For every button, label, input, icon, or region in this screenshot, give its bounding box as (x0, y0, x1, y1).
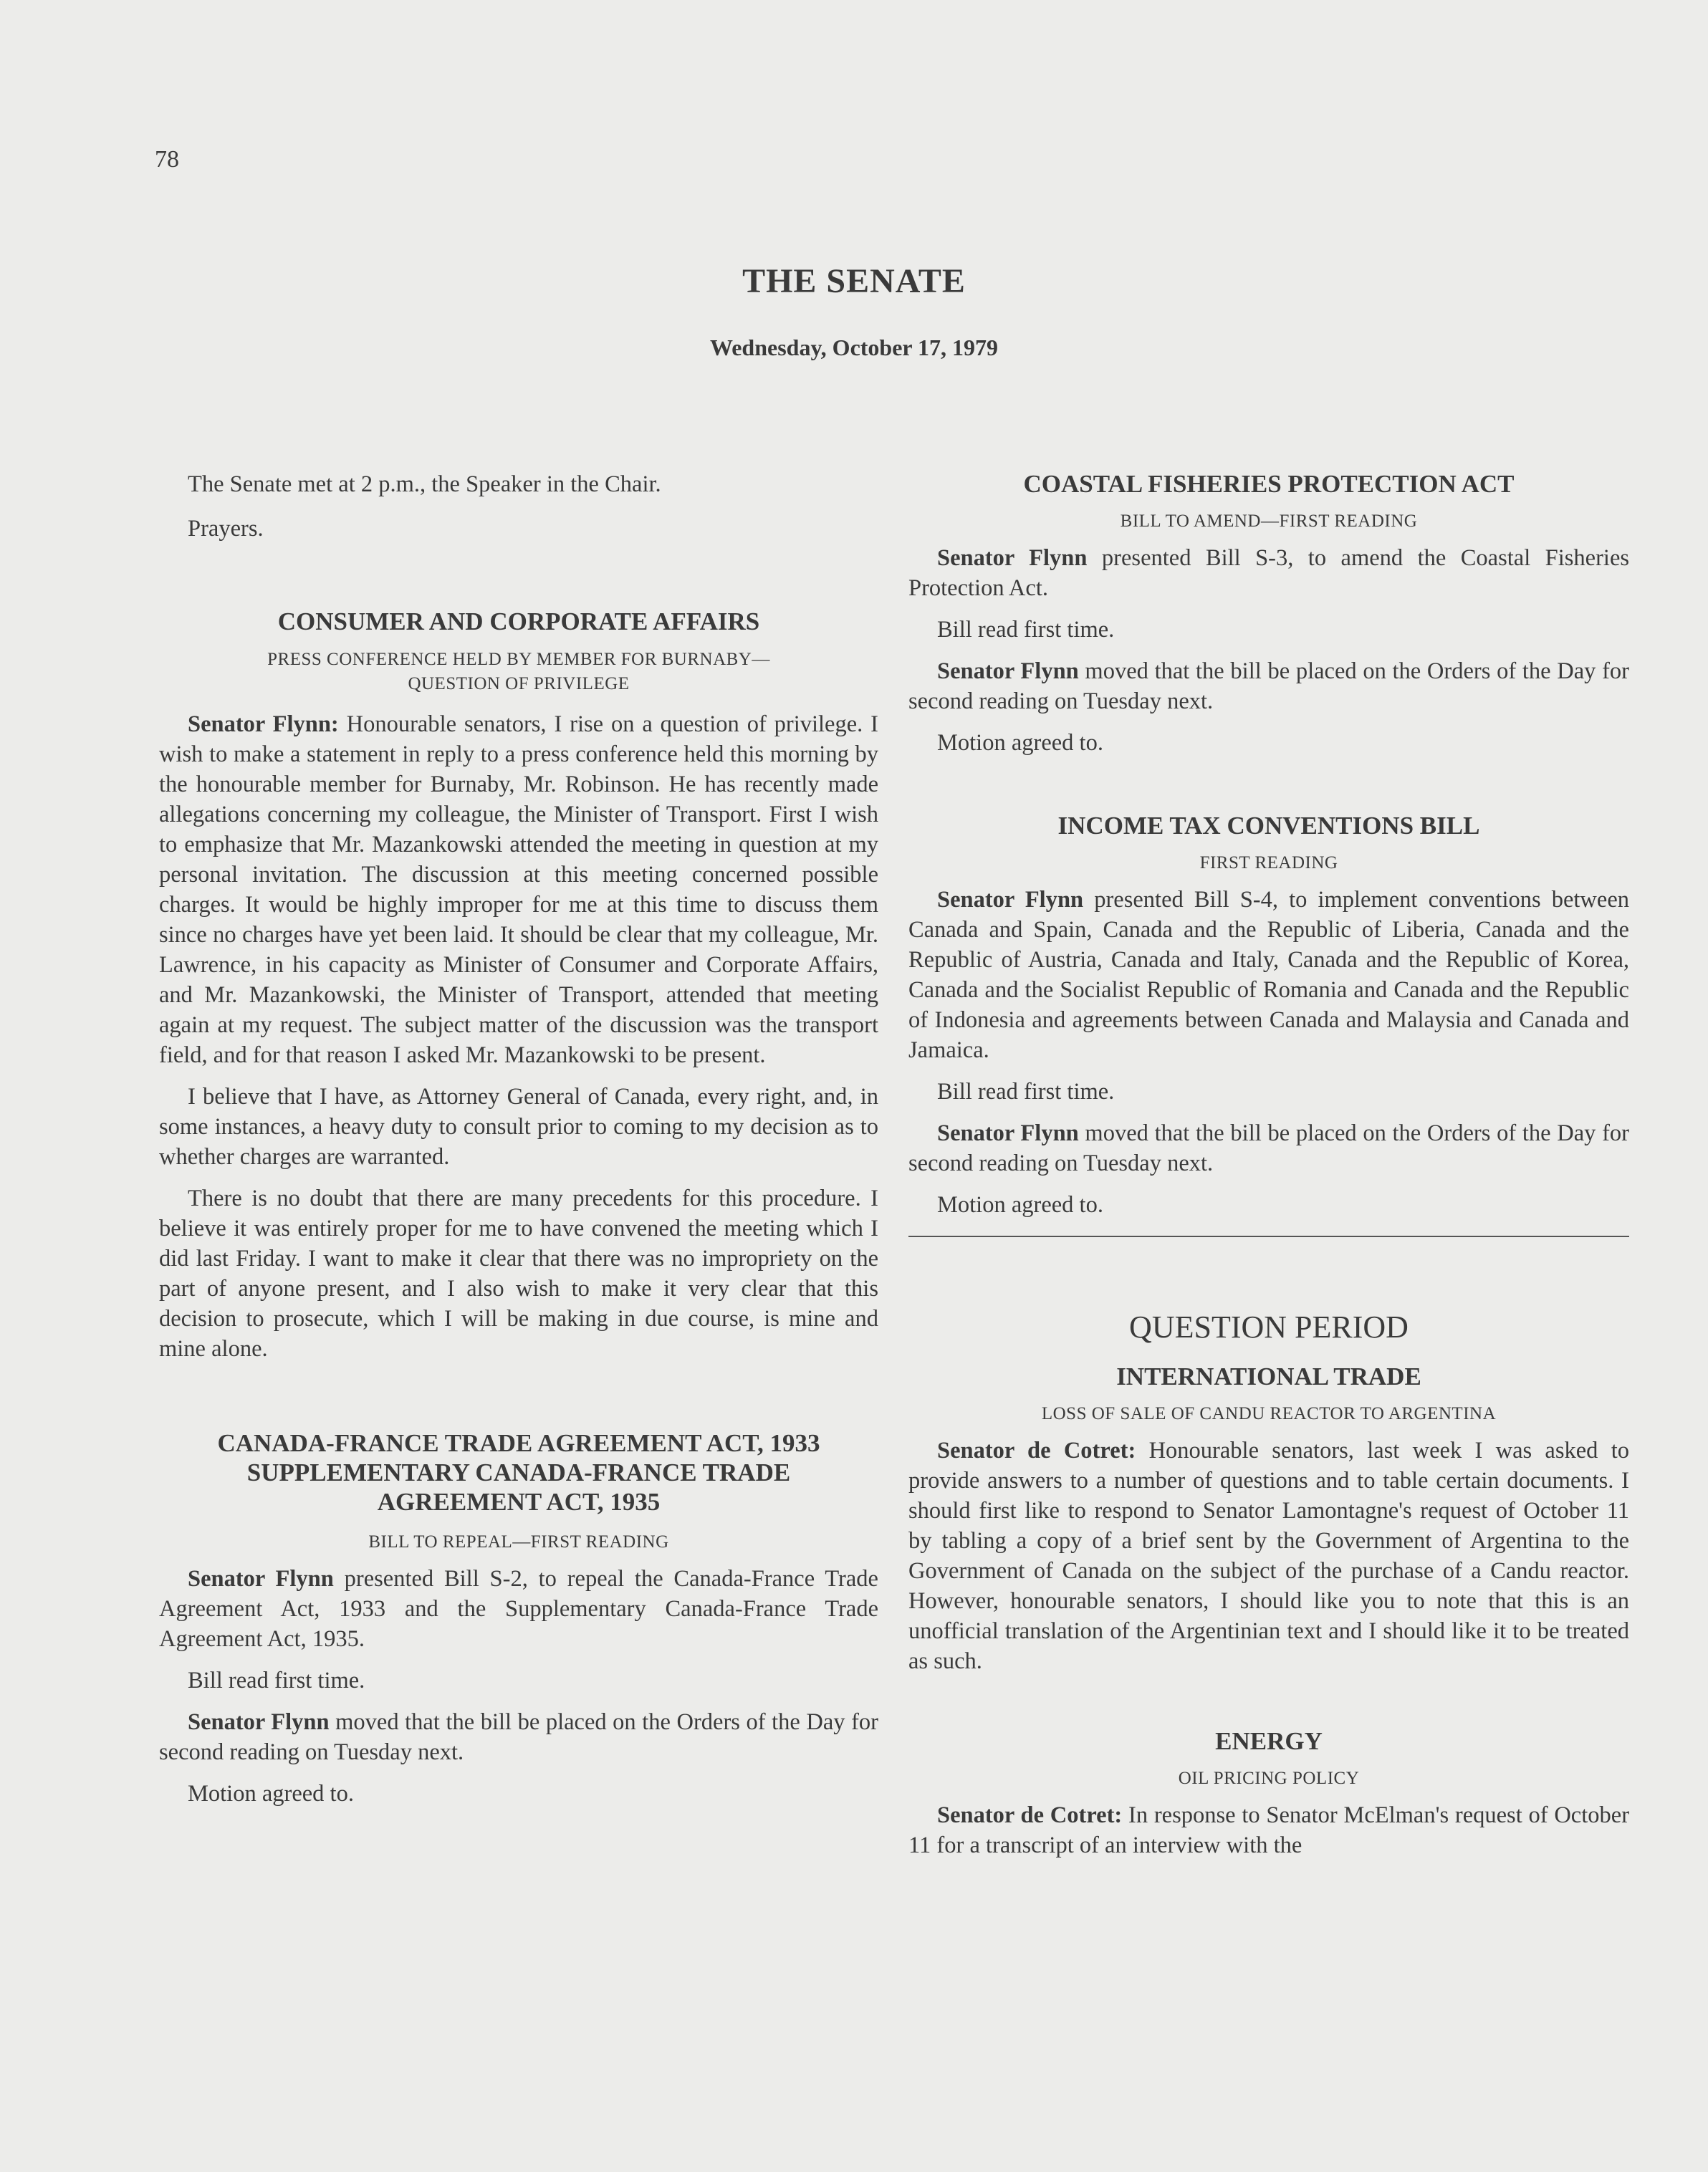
speech-paragraph: There is no doubt that there are many precedents for this procedure. I believe it was entirely proper for me to have convened the meeting which I did last Friday. I want to make it clear that there was no impropriety on the part of anyone present, and I also wish to make it very clear that this decision to prosecute, which I will be making in due course, is mine and mine alone. (159, 1186, 878, 1362)
section-subheading (159, 648, 878, 696)
speech-text: moved that the bill be placed on the Orders of the Day for second reading on Tuesday next. (908, 1120, 1629, 1176)
speech-text: Honourable senators, last week I was asked to provide answers to a number of questions and to table certain documents. I should first like to respond to Senator Lamontagne's request of October 11 by tabling a copy of a brief sent by the Government of Argentina to the Government of Canada on the subject of the purchase of a Candu reactor. However, honourable senators, I should like you to note that this is an unofficial translation of the Argentinian text and I should like it to be treated as such. (908, 1438, 1630, 1674)
speech-paragraph: Bill read first time. (937, 1079, 1115, 1105)
subheading-line: QUESTION OF PRIVILEGE (408, 674, 630, 693)
speech-paragraph (159, 709, 878, 1070)
speech-paragraph: Bill read first time. (188, 1668, 365, 1693)
speech-text: presented Bill S-2, to repeal the Canada-France Trade Agreement Act, 1933 and the Supplementary Canada-France Trade Agreement Act, 1935. (159, 1566, 878, 1652)
speaker-name: Senator Flynn (937, 658, 1079, 684)
section-heading (159, 1428, 878, 1517)
section-subheading: LOSS OF SALE OF CANDU REACTOR TO ARGENTINA (1041, 1404, 1497, 1423)
intro-paragraph: Prayers. (188, 516, 264, 542)
speaker-name: Senator Flynn (188, 1709, 330, 1735)
speech-text: In response to Senator McElman's request of October 11 for a transcript of an interview with the (908, 1802, 1630, 1858)
speech-text: Honourable senators, I rise on a question of privilege. I wish to make a statement in reply to a press conference held this morning by the honourable member for Burnaby, Mr. Robinson. He has recently made allegations concerning my colleague, the Minister of Transport. First I wish to emphasize that Mr. Mazankowski attended the meeting in question at my personal invitation. The discussion at this meeting concerned possible charges. It would be highly improper for me at this time to discuss them since no charges have yet been laid. It should be clear that my colleague, Mr. Lawrence, in his capacity as Minister of Consumer and Corporate Affairs, and Mr. Mazankowski, the Minister of Transport, attended that meeting again at my request. The subject matter of the discussion was the transport field, and for that reason I asked Mr. Mazankowski to be present. (159, 711, 878, 1068)
speech-paragraph (908, 656, 1629, 716)
speech-paragraph (159, 1707, 878, 1767)
section-subheading: FIRST READING (1199, 853, 1338, 873)
masthead-title: THE SENATE (742, 262, 966, 300)
speaker-name: Senator de Cotret: (937, 1802, 1123, 1828)
speaker-name: Senator Flynn (188, 1566, 334, 1592)
section-heading: CONSUMER AND CORPORATE AFFAIRS (277, 607, 760, 635)
speech-paragraph: Motion agreed to. (937, 1192, 1103, 1218)
speech-paragraph (908, 1118, 1629, 1178)
speech-paragraph (908, 885, 1629, 1065)
speech-paragraph: Motion agreed to. (937, 730, 1103, 756)
section-subheading: BILL TO AMEND—FIRST READING (1120, 511, 1418, 531)
section-heading: INCOME TAX CONVENTIONS BILL (1057, 812, 1480, 840)
page-number: 78 (155, 146, 179, 173)
speech-paragraph (908, 1436, 1629, 1676)
intro-paragraph: The Senate met at 2 p.m., the Speaker in the Chair. (188, 471, 661, 497)
left-column (159, 469, 878, 1820)
subheading-line: PRESS CONFERENCE HELD BY MEMBER FOR BURNABY— (267, 650, 770, 669)
section-heading: COASTAL FISHERIES PROTECTION ACT (1023, 470, 1515, 498)
speech-text: moved that the bill be placed on the Orders of the Day for second reading on Tuesday next. (908, 658, 1629, 714)
speech-paragraph: Motion agreed to. (188, 1781, 354, 1807)
speech-text: presented Bill S-4, to implement conventions between Canada and Spain, Canada and the Republic of Liberia, Canada and the Republic of Austria, Canada and Italy, Canada and the Republic of Korea, Canada and the Socialist Republic of Romania and Canada and the Republic of Indonesia and agreements between Canada and Malaysia and Canada and Jamaica. (908, 887, 1629, 1063)
speaker-name: Senator Flynn (937, 1120, 1079, 1146)
speaker-name: Senator Flynn (937, 887, 1084, 913)
right-column (908, 469, 1629, 1872)
heading-line: AGREEMENT ACT, 1935 (377, 1488, 661, 1516)
speech-paragraph (908, 543, 1629, 603)
speech-paragraph (908, 1800, 1629, 1860)
speech-paragraph: Bill read first time. (937, 617, 1115, 643)
masthead-date: Wednesday, October 17, 1979 (709, 335, 999, 360)
question-period-heading: QUESTION PERIOD (1129, 1310, 1409, 1345)
section-heading: INTERNATIONAL TRADE (1116, 1363, 1421, 1390)
section-subheading: BILL TO REPEAL—FIRST READING (368, 1532, 669, 1552)
section-heading: ENERGY (1215, 1727, 1323, 1755)
speech-paragraph: I believe that I have, as Attorney General of Canada, every right, and, in some instances, a heavy duty to consult prior to coming to my decision as to whether charges are warranted. (159, 1084, 878, 1170)
speaker-name: Senator Flynn (937, 545, 1088, 571)
speech-text: moved that the bill be placed on the Orders of the Day for second reading on Tuesday next. (159, 1709, 878, 1765)
heading-line: CANADA-FRANCE TRADE AGREEMENT ACT, 1933 (217, 1429, 820, 1457)
speech-text: presented Bill S-3, to amend the Coastal Fisheries Protection Act. (908, 545, 1630, 601)
heading-line: SUPPLEMENTARY CANADA-FRANCE TRADE (246, 1459, 791, 1486)
section-subheading: OIL PRICING POLICY (1178, 1769, 1360, 1788)
section-divider (908, 1236, 1629, 1237)
speech-paragraph (159, 1564, 878, 1654)
speaker-name: Senator Flynn: (188, 711, 339, 737)
speaker-name: Senator de Cotret: (937, 1438, 1136, 1464)
